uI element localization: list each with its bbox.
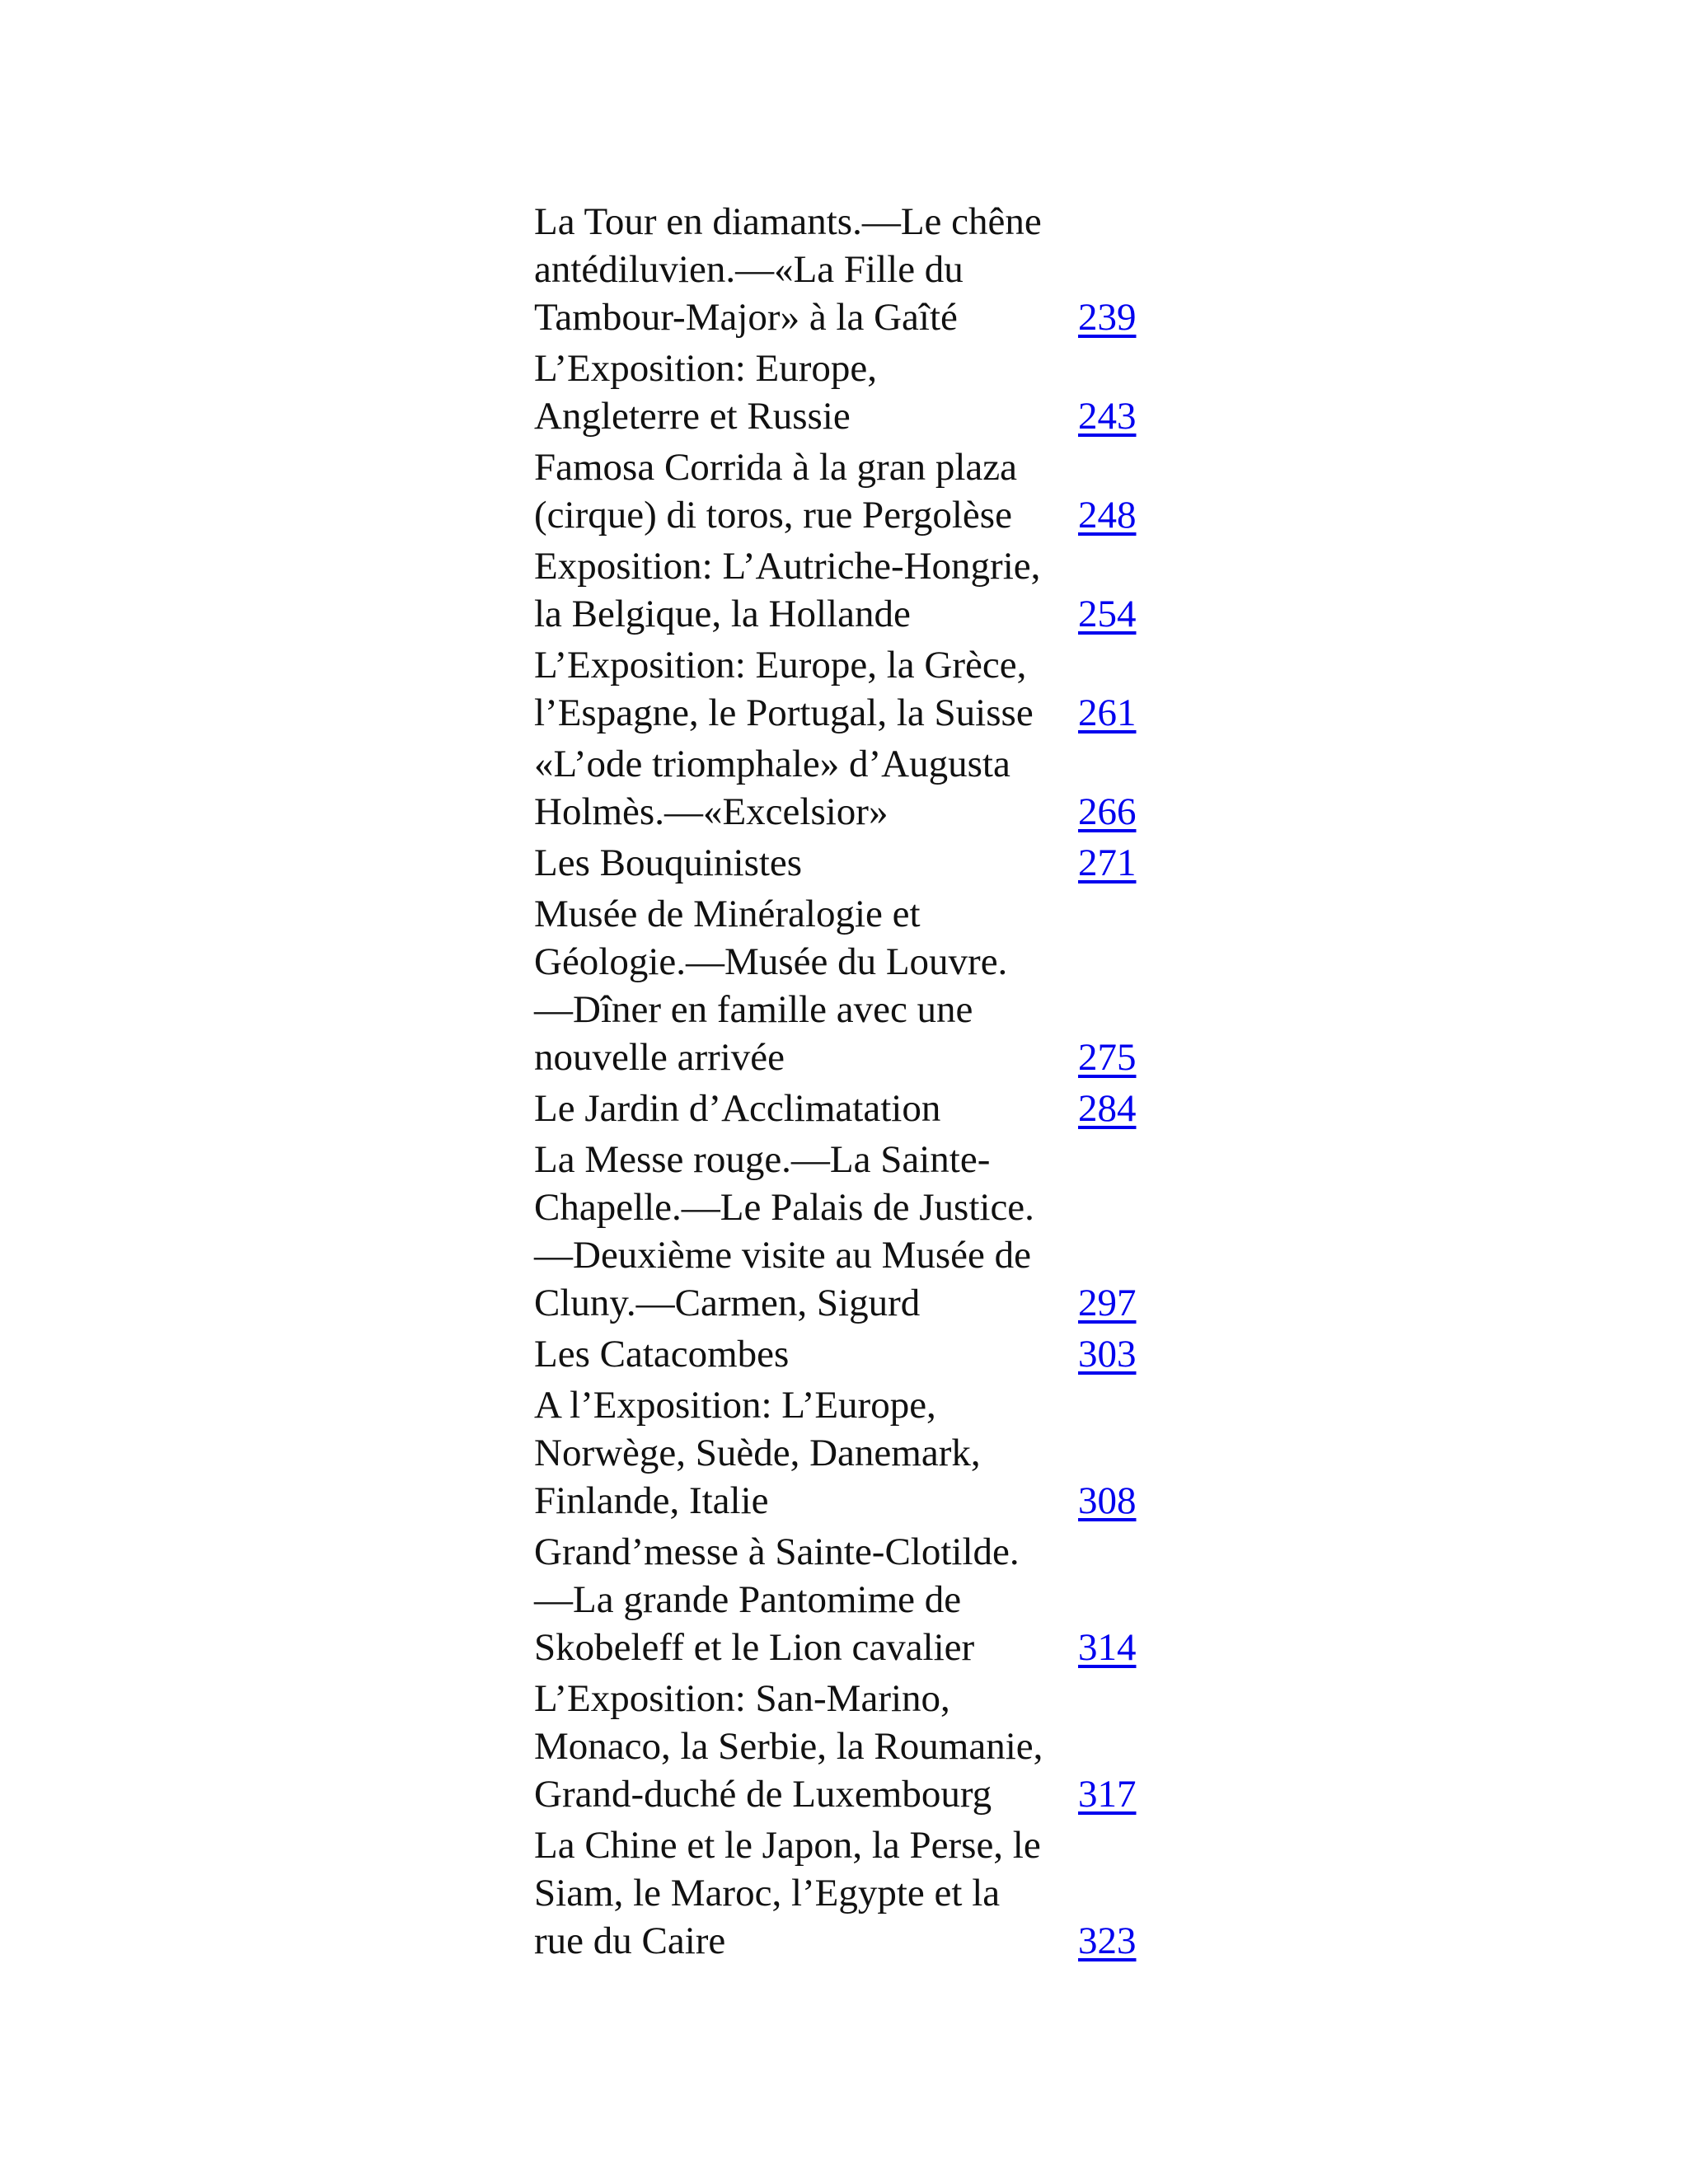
- toc-entry-title-line: Grand-duché de Luxembourg: [534, 1773, 992, 1816]
- toc-entry-title: [534, 890, 1078, 1081]
- toc-page-link[interactable]: 284: [1078, 1087, 1137, 1130]
- toc-entry: [534, 641, 1144, 737]
- toc-page-link[interactable]: 271: [1078, 841, 1137, 884]
- toc-entry-title-line: Exposition: L’Autriche-Hongrie,: [534, 545, 1041, 588]
- toc-entry-title: [534, 1381, 1078, 1525]
- toc-page-link[interactable]: 239: [1078, 296, 1137, 339]
- toc-entry-title-line: Holmès.—«Excelsior»: [534, 790, 889, 833]
- toc-entry: [534, 443, 1144, 539]
- toc-page-link[interactable]: 303: [1078, 1333, 1137, 1376]
- toc-entry: [534, 1136, 1144, 1327]
- toc-entry: [534, 890, 1144, 1081]
- toc-entry: [534, 1821, 1144, 1965]
- toc-page-link[interactable]: 308: [1078, 1479, 1137, 1522]
- toc-entry: [534, 1330, 1144, 1378]
- toc-entry-title-line: Finlande, Italie: [534, 1479, 769, 1522]
- toc-entry: [534, 542, 1144, 638]
- toc-entry-title: [534, 1085, 1078, 1132]
- toc-entry-title-line: L’Exposition: Europe,: [534, 347, 878, 390]
- toc-entry-title-line: A l’Exposition: L’Europe,: [534, 1384, 936, 1427]
- toc-page-link[interactable]: 266: [1078, 790, 1137, 833]
- toc-entry-title: [534, 641, 1078, 737]
- toc-entry-title-line: rue du Caire: [534, 1919, 726, 1962]
- toc-entry-title-line: Musée de Minéralogie et: [534, 893, 921, 935]
- toc-page-link[interactable]: 317: [1078, 1773, 1137, 1816]
- toc-entry-title-line: Le Jardin d’Acclimatation: [534, 1087, 941, 1130]
- toc-entry: [534, 839, 1144, 887]
- toc-entry-title-line: L’Exposition: San-Marino,: [534, 1677, 950, 1720]
- toc-page-link[interactable]: 323: [1078, 1919, 1137, 1962]
- toc-entry-title-line: la Belgique, la Hollande: [534, 593, 911, 635]
- toc-entry-title: [534, 198, 1078, 341]
- toc-entry-title: [534, 1136, 1078, 1327]
- toc-entry-title-line: antédiluvien.—«La Fille du: [534, 248, 964, 291]
- toc-entry-title: [534, 740, 1078, 836]
- toc-entry-title-line: L’Exposition: Europe, la Grèce,: [534, 644, 1027, 687]
- toc-entry-title-line: l’Espagne, le Portugal, la Suisse: [534, 691, 1034, 734]
- toc-page-link[interactable]: 314: [1078, 1626, 1137, 1669]
- toc-entry-title-line: Skobeleff et le Lion cavalier: [534, 1626, 975, 1669]
- toc-entry: [534, 344, 1144, 440]
- toc-entry-title-line: Siam, le Maroc, l’Egypte et la: [534, 1872, 1001, 1915]
- toc-entry-title-line: La Tour en diamants.—Le chêne: [534, 200, 1042, 243]
- toc-entry-title: [534, 443, 1078, 539]
- toc-entry-title-line: —Dîner en famille avec une: [534, 988, 973, 1031]
- toc-entry: [534, 1675, 1144, 1818]
- toc-entry: [534, 740, 1144, 836]
- toc-entry-title-line: Norwège, Suède, Danemark,: [534, 1432, 981, 1474]
- toc-entry-title: [534, 344, 1078, 440]
- toc-entry-title-line: Monaco, la Serbie, la Roumanie,: [534, 1725, 1043, 1768]
- toc-entry-title-line: Les Bouquinistes: [534, 841, 803, 884]
- toc-entry-title-line: Géologie.—Musée du Louvre.: [534, 940, 1008, 983]
- toc-entry: [534, 198, 1144, 341]
- toc-entry-title-line: —La grande Pantomime de: [534, 1578, 962, 1621]
- toc-entry-title-line: Les Catacombes: [534, 1333, 790, 1376]
- toc-entry-title-line: La Messe rouge.—La Sainte-: [534, 1138, 991, 1181]
- toc-entry-title-line: Angleterre et Russie: [534, 395, 851, 438]
- toc-page-link[interactable]: 261: [1078, 691, 1137, 734]
- table-of-contents: [534, 198, 1144, 1968]
- toc-entry: [534, 1528, 1144, 1671]
- toc-page-link[interactable]: 243: [1078, 395, 1137, 438]
- toc-entry-title: [534, 1528, 1078, 1671]
- toc-entry-title-line: (cirque) di toros, rue Pergolèse: [534, 494, 1012, 537]
- toc-entry: [534, 1085, 1144, 1132]
- toc-entry: [534, 1381, 1144, 1525]
- toc-entry-title: [534, 1821, 1078, 1965]
- toc-entry-title-line: «L’ode triomphale» d’Augusta: [534, 743, 1010, 785]
- toc-entry-title-line: Cluny.—Carmen, Sigurd: [534, 1282, 921, 1324]
- toc-entry-title-line: Tambour-Major» à la Gaîté: [534, 296, 958, 339]
- toc-entry-title: [534, 542, 1078, 638]
- toc-page-link[interactable]: 254: [1078, 593, 1137, 635]
- toc-entry-title: [534, 839, 1078, 887]
- toc-page-link[interactable]: 248: [1078, 494, 1137, 537]
- toc-entry-title: [534, 1675, 1078, 1818]
- toc-entry-title-line: Chapelle.—Le Palais de Justice.: [534, 1186, 1034, 1229]
- toc-entry-title-line: La Chine et le Japon, la Perse, le: [534, 1824, 1041, 1867]
- toc-page-link[interactable]: 275: [1078, 1036, 1137, 1079]
- toc-entry-title-line: —Deuxième visite au Musée de: [534, 1234, 1031, 1277]
- toc-entry-title-line: Grand’messe à Sainte-Clotilde.: [534, 1530, 1020, 1573]
- toc-page-link[interactable]: 297: [1078, 1282, 1137, 1324]
- toc-entry-title: [534, 1330, 1078, 1378]
- toc-entry-title-line: nouvelle arrivée: [534, 1036, 785, 1079]
- toc-entry-title-line: Famosa Corrida à la gran plaza: [534, 446, 1017, 489]
